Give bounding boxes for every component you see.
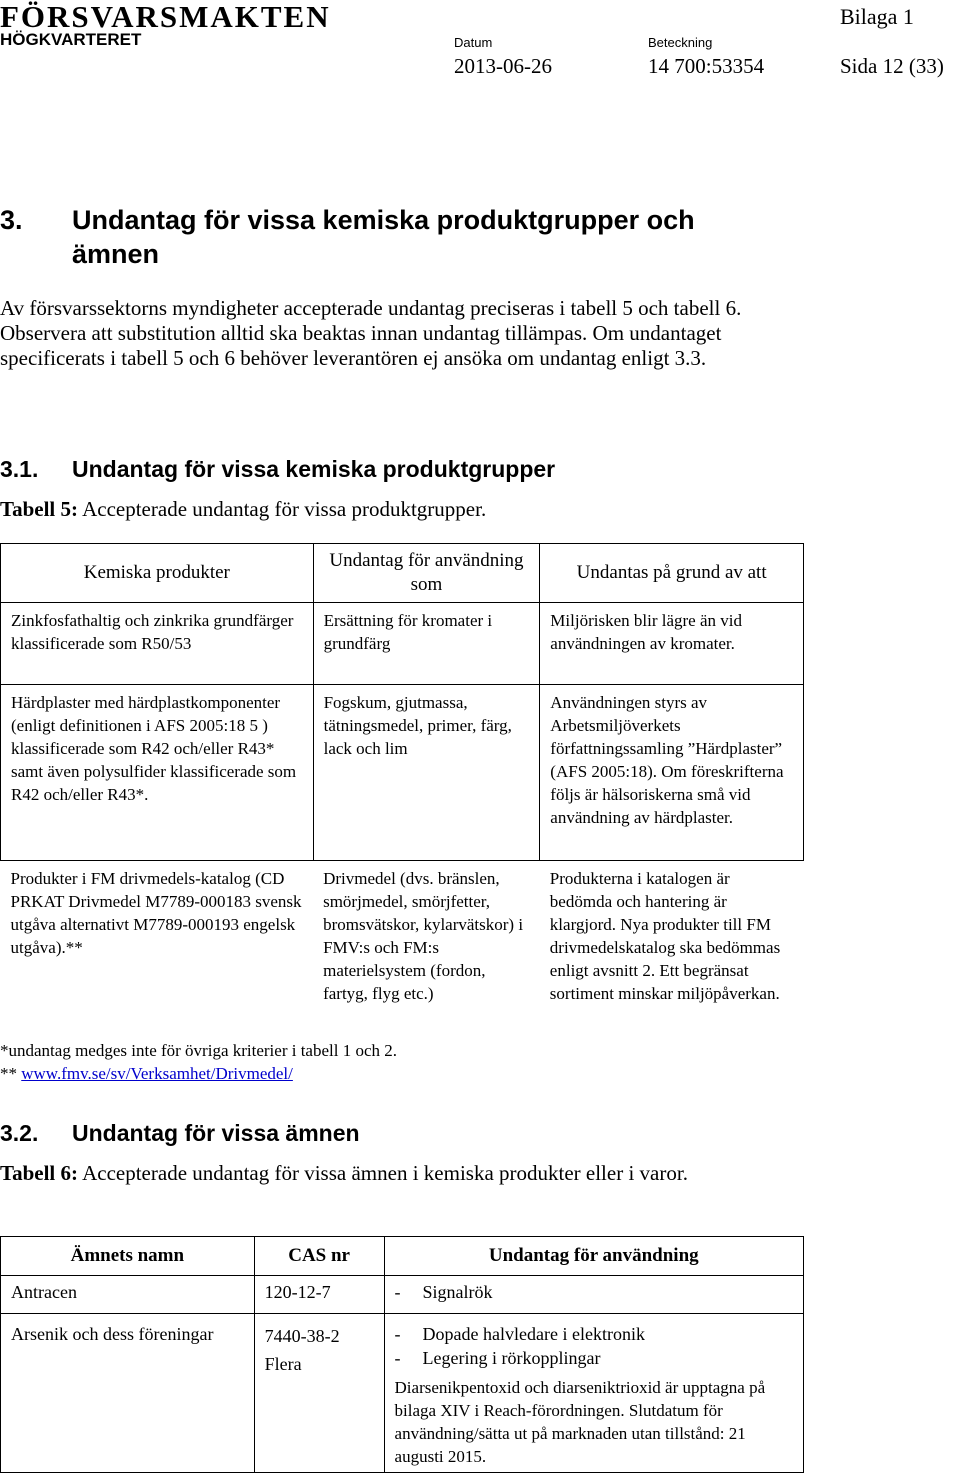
table-cell: Zinkfosfathaltig och zinkrika grundfärger klassificerade som R50/53 [1, 603, 314, 685]
cas-number: 120-12-7 [254, 1276, 384, 1314]
table-cell: Miljörisken blir lägre än vid användningen av kromater. [540, 603, 804, 685]
column-header: Kemiska produkter [1, 544, 314, 603]
cas-value: 7440-38-2 [264, 1326, 340, 1346]
substance-name: Antracen [1, 1276, 255, 1314]
table-cell: Ersättning för kromater i grundfärg [313, 603, 540, 685]
date-label: Datum [454, 35, 493, 50]
use-item [395, 1322, 793, 1346]
table-cell: Fogskum, gjutmassa, tätningsmedel, primer, färg, lack och lim [313, 685, 540, 861]
table-cell: Produkterna i katalogen är bedömda och hantering är klargjord. Nya produkter till FM drivmedelskatalog ska bedömmas enligt avsnitt 2. Ett begränsat sortiment minskar miljöpåverkan. [549, 869, 781, 1003]
appendix-label: Bilaga 1 [840, 4, 914, 29]
page-number: Sida 12 (33) [840, 54, 944, 78]
section-3-1-heading [0, 455, 555, 483]
section-title: Undantag för vissa kemiska produktgrupper [72, 456, 556, 482]
dash: - [394, 1324, 401, 1344]
column-header: Undantag för användning som [313, 544, 540, 603]
use-text: Dopade halvledare i elektronik [422, 1324, 645, 1344]
dash: - [394, 1282, 401, 1302]
table-5-footnote-1: *undantag medges inte för övriga kriterier i tabell 1 och 2. [0, 1041, 398, 1060]
organization-logo: FÖRSVARSMAKTEN [0, 0, 331, 34]
table-cell: Produkter i FM drivmedels-katalog (CD PRKAT Drivmedel M7789-000183 svensk utgåva alternativt M7789-000193 engelsk utgåva).** [10, 869, 302, 957]
column-header: Undantas på grund av att [540, 544, 804, 603]
reference-label: Beteckning [648, 35, 713, 50]
table-5-footnote-2 [0, 1062, 293, 1085]
section-3-2-heading [0, 1119, 360, 1147]
table-5-caption [0, 496, 486, 523]
table-5 [0, 543, 804, 1013]
table-header-row [1, 1237, 804, 1276]
document-reference: 14 700:53354 [648, 54, 765, 78]
section-number: 3.2. [0, 1120, 39, 1146]
table-row [1, 861, 804, 1014]
exemption-note: Diarsenikpentoxid och diarseniktrioxid är upptagna på bilaga XIV i Reach-förordningen. Slutdatum för användning/sätta ut på marknaden utan tillstånd: 21 augusti 2015. [394, 1378, 766, 1466]
exemption-use [384, 1314, 803, 1473]
table-row [1, 685, 804, 861]
use-text: Signalrök [422, 1282, 493, 1302]
use-item [395, 1280, 793, 1304]
caption-label: Tabell 5: [0, 497, 78, 521]
unit-name: HÖGKVARTERET [0, 30, 142, 49]
table-6-caption [0, 1160, 770, 1187]
table-header-row [1, 544, 804, 603]
use-item [395, 1346, 793, 1370]
footnote-marker: ** [0, 1064, 22, 1083]
dash: - [394, 1348, 401, 1368]
table-6 [0, 1236, 804, 1473]
section-number: 3. [0, 205, 23, 235]
caption-text: Accepterade undantag för vissa ämnen i kemiska produkter eller i varor. [78, 1161, 688, 1185]
exemption-use [384, 1276, 803, 1314]
cas-value: Flera [264, 1354, 302, 1374]
caption-label: Tabell 6: [0, 1161, 78, 1185]
section-title: Undantag för vissa ämnen [72, 1120, 360, 1146]
table-row [1, 1276, 804, 1314]
section-3-heading [0, 203, 760, 271]
section-number: 3.1. [0, 456, 39, 482]
section-title-line1: Undantag för vissa kemiska produktgrupper och [72, 205, 695, 235]
cas-number [254, 1314, 384, 1473]
table-cell: Användningen styrs av Arbetsmiljöverkets författningssamling ”Härdplaster” (AFS 2005:18). Om föreskrifterna följs är hälsoriskerna små vid användning av härdplaster. [540, 685, 804, 861]
table-cell: Drivmedel (dvs. bränslen, smörjmedel, smörjfetter, bromsvätskor, kylarvätskor) i FMV:s och FM:s materielsystem (fordon, fartyg, flyg etc.) [323, 869, 524, 1003]
document-date: 2013-06-26 [454, 54, 552, 78]
table-row [1, 1314, 804, 1473]
drivmedel-link[interactable]: www.fmv.se/sv/Verksamhet/Drivmedel/ [21, 1064, 293, 1083]
table-row [1, 603, 804, 685]
intro-paragraph: Av försvarssektorns myndigheter accepterade undantag preciseras i tabell 5 och tabell 6. Observera att substitution alltid ska beaktas innan undantag tillämpas. Om undantaget specificerats i tabell 5 och 6 behöver leverantören ej ansöka om undantag enligt 3.3. [0, 296, 742, 370]
caption-text: Accepterade undantag för vissa produktgrupper. [78, 497, 487, 521]
column-header: CAS nr [254, 1237, 384, 1276]
substance-name: Arsenik och dess föreningar [1, 1314, 255, 1473]
use-text: Legering i rörkopplingar [422, 1348, 601, 1368]
column-header: Ämnets namn [1, 1237, 255, 1276]
section-title-line2: ämnen [72, 239, 160, 269]
column-header: Undantag för användning [384, 1237, 803, 1276]
table-cell: Härdplaster med härdplastkomponenter (enligt definitionen i AFS 2005:18 5 ) klassificerade som R42 och/eller R43* samt även polysulfider klassificerade som R42 och/eller R43*. [1, 685, 314, 861]
